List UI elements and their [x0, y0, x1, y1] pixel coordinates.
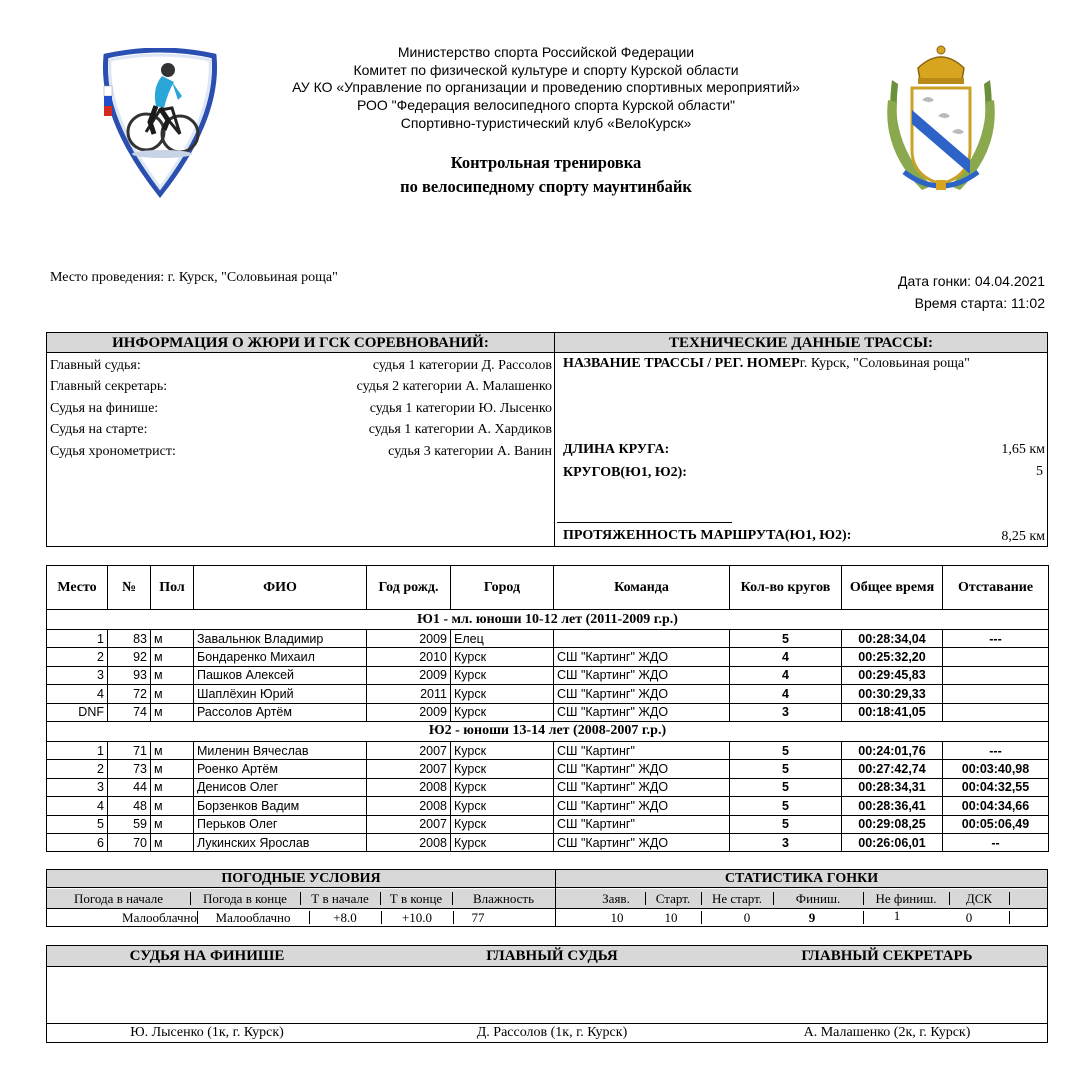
- table-row: [47, 703, 1049, 721]
- jury-value: судья 2 категории А. Малашенко: [356, 379, 552, 394]
- divider: [773, 892, 774, 905]
- bib-cell: 72: [108, 685, 151, 703]
- divider: [190, 892, 191, 905]
- jury-label: Судья на финише:: [50, 401, 159, 416]
- stats-col-header: Не старт.: [701, 889, 773, 908]
- stat-not-started: 0: [743, 910, 751, 925]
- org-line: Комитет по физической культуре и спорту Курской области: [353, 61, 739, 78]
- laps-cell: 5: [730, 797, 842, 815]
- jury-value: судья 1 категории Д. Рассолов: [372, 358, 552, 373]
- total-time-cell: 00:18:41,05: [842, 703, 943, 721]
- jury-value: судья 1 категории Ю. Лысенко: [369, 401, 552, 416]
- cyclist-emblem-icon: [98, 48, 222, 198]
- name-cell: Рассолов Артём: [194, 703, 367, 721]
- bib-cell: 48: [108, 797, 151, 815]
- birth-year-cell: 2007: [367, 760, 451, 778]
- city-cell: Курск: [451, 778, 554, 796]
- divider: [381, 911, 382, 924]
- city-cell: Курск: [451, 685, 554, 703]
- bib-cell: 93: [108, 666, 151, 684]
- laps-cell: 3: [730, 703, 842, 721]
- gender-cell: м: [151, 778, 194, 796]
- column-header: Команда: [554, 566, 730, 610]
- gender-cell: м: [151, 685, 194, 703]
- gender-cell: м: [151, 703, 194, 721]
- name-cell: Пашков Алексей: [194, 666, 367, 684]
- jury-row: [50, 376, 552, 397]
- track-name-row: [563, 356, 970, 372]
- jury-label: Судья на старте:: [50, 422, 148, 437]
- gender-cell: м: [151, 666, 194, 684]
- stat-started: 10: [664, 910, 678, 925]
- bib-cell: 92: [108, 648, 151, 666]
- team-cell: СШ "Картинг" ЖДО: [554, 648, 730, 666]
- document-title: [240, 151, 852, 199]
- table-row: [47, 741, 1049, 759]
- divider: [309, 911, 310, 924]
- jury-value: судья 1 категории А. Хардиков: [368, 422, 552, 437]
- chief-judge-title: ГЛАВНЫЙ СУДЬЯ: [486, 948, 618, 964]
- gap-cell: ---: [943, 630, 1049, 648]
- column-header: Город: [451, 566, 554, 610]
- divider: [380, 892, 381, 905]
- jury-header: ИНФОРМАЦИЯ О ЖЮРИ И ГСК СОРЕВНОВАНИЙ:: [47, 333, 554, 353]
- humidity: 77: [471, 910, 485, 925]
- total-time-cell: 00:24:01,76: [842, 741, 943, 759]
- gender-cell: м: [151, 833, 194, 851]
- title-line-2: по велосипедному спорту маунтинбайк: [400, 177, 692, 196]
- divider: [197, 911, 198, 924]
- jury-row: [50, 398, 552, 419]
- team-cell: СШ "Картинг" ЖДО: [554, 833, 730, 851]
- stat-dsq: 0: [965, 910, 973, 925]
- chief-secretary-name: А. Малашенко (2к, г. Курск): [803, 1025, 971, 1040]
- stats-col-header: Заяв.: [587, 889, 645, 908]
- divider: [1009, 892, 1010, 905]
- laps-cell: 5: [730, 630, 842, 648]
- laps-cell: 5: [730, 741, 842, 759]
- team-cell: СШ "Картинг" ЖДО: [554, 685, 730, 703]
- birth-year-cell: 2008: [367, 797, 451, 815]
- race-date-block: [898, 270, 1045, 314]
- team-cell: СШ "Картинг": [554, 741, 730, 759]
- bib-cell: 59: [108, 815, 151, 833]
- column-header: Кол-во кругов: [730, 566, 842, 610]
- team-cell: СШ "Картинг": [554, 815, 730, 833]
- birth-year-cell: 2007: [367, 741, 451, 759]
- org-line: АУ КО «Управление по организации и проведению спортивных мероприятий»: [292, 79, 800, 96]
- bib-cell: 70: [108, 833, 151, 851]
- divider: [453, 911, 454, 924]
- gender-cell: м: [151, 815, 194, 833]
- kursk-coat-of-arms-icon: [882, 40, 1000, 202]
- divider: [645, 892, 646, 905]
- gender-cell: м: [151, 741, 194, 759]
- track-name-label: НАЗВАНИЕ ТРАССЫ / РЕГ. НОМЕР: [563, 356, 800, 371]
- divider: [863, 911, 864, 924]
- column-header: Отставание: [943, 566, 1049, 610]
- group-row: [47, 721, 1049, 741]
- team-cell: [554, 630, 730, 648]
- name-cell: Борзенков Вадим: [194, 797, 367, 815]
- chief-secretary-title: ГЛАВНЫЙ СЕКРЕТАРЬ: [801, 948, 973, 964]
- place-cell: 1: [47, 630, 108, 648]
- weather-col-header: Погода в начале: [47, 889, 190, 908]
- gender-cell: м: [151, 630, 194, 648]
- team-cell: СШ "Картинг" ЖДО: [554, 703, 730, 721]
- birth-year-cell: 2007: [367, 815, 451, 833]
- birth-year-cell: 2008: [367, 778, 451, 796]
- bib-cell: 83: [108, 630, 151, 648]
- stats-col-header: Не финиш.: [863, 889, 949, 908]
- laps-cell: 5: [730, 760, 842, 778]
- city-cell: Курск: [451, 666, 554, 684]
- birth-year-cell: 2008: [367, 833, 451, 851]
- weather-header: ПОГОДНЫЕ УСЛОВИЯ: [47, 870, 555, 888]
- weather-col-header: Т в конце: [380, 889, 452, 908]
- city-cell: Курск: [451, 760, 554, 778]
- track-name-value: г. Курск, "Соловьиная роща": [799, 356, 970, 371]
- temp-end: +10.0: [401, 910, 433, 925]
- divider: [557, 522, 732, 523]
- jury-row: [50, 419, 552, 440]
- birth-year-cell: 2009: [367, 666, 451, 684]
- total-time-cell: 00:28:34,31: [842, 778, 943, 796]
- table-row: [47, 666, 1049, 684]
- bib-cell: 73: [108, 760, 151, 778]
- city-cell: Курск: [451, 833, 554, 851]
- stats-header: СТАТИСТИКА ГОНКИ: [555, 870, 1047, 888]
- stats-col-header: ДСК: [949, 889, 1009, 908]
- table-row: [47, 778, 1049, 796]
- column-header: Общее время: [842, 566, 943, 610]
- place-cell: 4: [47, 685, 108, 703]
- org-line: РОО "Федерация велосипедного спорта Курской области": [356, 97, 736, 114]
- signatures-panel: [46, 945, 1048, 1043]
- name-cell: Миленин Вячеслав: [194, 741, 367, 759]
- column-header: Пол: [151, 566, 194, 610]
- city-cell: Курск: [451, 741, 554, 759]
- table-row: [47, 797, 1049, 815]
- route-length-value: 8,25 км: [1001, 529, 1045, 544]
- divider: [701, 911, 702, 924]
- bib-cell: 44: [108, 778, 151, 796]
- team-cell: СШ "Картинг" ЖДО: [554, 778, 730, 796]
- laps-cell: 5: [730, 778, 842, 796]
- total-time-cell: 00:25:32,20: [842, 648, 943, 666]
- group-title: Ю2 - юноши 13-14 лет (2008-2007 г.р.): [47, 721, 1049, 741]
- total-time-cell: 00:26:06,01: [842, 833, 943, 851]
- bib-cell: 71: [108, 741, 151, 759]
- gap-cell: [943, 666, 1049, 684]
- name-cell: Завальнюк Владимир: [194, 630, 367, 648]
- divider: [300, 892, 301, 905]
- table-row: [47, 685, 1049, 703]
- column-header: Место: [47, 566, 108, 610]
- weather-start: Малооблачно: [122, 910, 197, 925]
- team-cell: СШ "Картинг" ЖДО: [554, 797, 730, 815]
- lap-length-label: ДЛИНА КРУГА:: [563, 442, 670, 457]
- total-time-cell: 00:29:08,25: [842, 815, 943, 833]
- finish-judge-name: Ю. Лысенко (1к, г. Курск): [130, 1025, 284, 1040]
- total-time-cell: 00:28:34,04: [842, 630, 943, 648]
- place-cell: 6: [47, 833, 108, 851]
- start-time: Время старта: 11:02: [914, 295, 1045, 311]
- divider: [863, 892, 864, 905]
- city-cell: Курск: [451, 815, 554, 833]
- team-cell: СШ "Картинг" ЖДО: [554, 760, 730, 778]
- name-cell: Денисов Олег: [194, 778, 367, 796]
- gap-cell: ---: [943, 741, 1049, 759]
- column-header: ФИО: [194, 566, 367, 610]
- stat-registered: 10: [610, 910, 624, 925]
- chief-judge-name: Д. Рассолов (1к, г. Курск): [476, 1025, 628, 1040]
- title-line-1: Контрольная тренировка: [450, 153, 642, 172]
- gap-cell: 00:04:32,55: [943, 778, 1049, 796]
- table-row: [47, 630, 1049, 648]
- table-row: [47, 648, 1049, 666]
- laps-label: КРУГОВ(Ю1, Ю2):: [563, 465, 687, 480]
- temp-start: +8.0: [333, 910, 357, 925]
- venue: Место проведения: г. Курск, "Соловьиная роща": [50, 270, 338, 285]
- bib-cell: 74: [108, 703, 151, 721]
- city-cell: Курск: [451, 703, 554, 721]
- column-header: №: [108, 566, 151, 610]
- gap-cell: 00:04:34,66: [943, 797, 1049, 815]
- stats-col-header: Старт.: [645, 889, 701, 908]
- laps-cell: 4: [730, 666, 842, 684]
- city-cell: Курск: [451, 797, 554, 815]
- weather-col-header: Т в начале: [300, 889, 380, 908]
- name-cell: Лукинских Ярослав: [194, 833, 367, 851]
- total-time-cell: 00:27:42,74: [842, 760, 943, 778]
- laps-cell: 4: [730, 685, 842, 703]
- jury-label: Главный секретарь:: [50, 379, 168, 394]
- gender-cell: м: [151, 648, 194, 666]
- laps-cell: 3: [730, 833, 842, 851]
- track-header: ТЕХНИЧЕСКИЕ ДАННЫЕ ТРАССЫ:: [555, 333, 1047, 353]
- gap-cell: 00:03:40,98: [943, 760, 1049, 778]
- place-cell: 5: [47, 815, 108, 833]
- stat-finished: 9: [808, 910, 816, 925]
- gender-cell: м: [151, 797, 194, 815]
- stat-not-finished: 1: [893, 908, 901, 923]
- divider: [452, 892, 453, 905]
- weather-col-header: Влажность: [452, 889, 555, 908]
- name-cell: Роенко Артём: [194, 760, 367, 778]
- birth-year-cell: 2010: [367, 648, 451, 666]
- laps-cell: 5: [730, 815, 842, 833]
- jury-row: [50, 355, 552, 376]
- weather-col-header: Погода в конце: [190, 889, 300, 908]
- table-row: [47, 833, 1049, 851]
- birth-year-cell: 2009: [367, 703, 451, 721]
- total-time-cell: 00:28:36,41: [842, 797, 943, 815]
- lap-length-value: 1,65 км: [1001, 442, 1045, 457]
- birth-year-cell: 2009: [367, 630, 451, 648]
- table-row: [47, 760, 1049, 778]
- column-header: Год рожд.: [367, 566, 451, 610]
- place-cell: 2: [47, 648, 108, 666]
- jury-value: судья 3 категории А. Ванин: [388, 444, 552, 459]
- gender-cell: м: [151, 760, 194, 778]
- divider: [1009, 911, 1010, 924]
- group-row: [47, 610, 1049, 630]
- place-cell: 3: [47, 778, 108, 796]
- place-cell: DNF: [47, 703, 108, 721]
- org-line: Спортивно-туристический клуб «ВелоКурск»: [400, 114, 692, 131]
- jury-label: Судья хронометрист:: [50, 444, 176, 459]
- route-length-label: ПРОТЯЖЕННОСТЬ МАРШРУТА(Ю1, Ю2):: [563, 528, 852, 543]
- name-cell: Шаплёхин Юрий: [194, 685, 367, 703]
- place-cell: 4: [47, 797, 108, 815]
- place-cell: 1: [47, 741, 108, 759]
- name-cell: Бондаренко Михаил: [194, 648, 367, 666]
- gap-cell: [943, 703, 1049, 721]
- city-cell: Курск: [451, 648, 554, 666]
- jury-and-track-panel: [46, 332, 1048, 547]
- place-cell: 3: [47, 666, 108, 684]
- total-time-cell: 00:29:45,83: [842, 666, 943, 684]
- laps-value: 5: [1036, 464, 1043, 479]
- table-row: [47, 815, 1049, 833]
- jury-row: [50, 441, 552, 462]
- weather-and-stats-panel: [46, 869, 1048, 927]
- name-cell: Перьков Олег: [194, 815, 367, 833]
- race-date: Дата гонки: 04.04.2021: [898, 273, 1045, 289]
- organizers-block: [240, 44, 852, 133]
- birth-year-cell: 2011: [367, 685, 451, 703]
- gap-cell: --: [943, 833, 1049, 851]
- weather-end: Малооблачно: [215, 910, 291, 925]
- gap-cell: 00:05:06,49: [943, 815, 1049, 833]
- gap-cell: [943, 648, 1049, 666]
- finish-judge-title: СУДЬЯ НА ФИНИШЕ: [129, 948, 285, 964]
- divider: [701, 892, 702, 905]
- stats-col-header: Финиш.: [773, 889, 863, 908]
- place-cell: 2: [47, 760, 108, 778]
- city-cell: Елец: [451, 630, 554, 648]
- group-title: Ю1 - мл. юноши 10-12 лет (2011-2009 г.р.): [47, 610, 1049, 630]
- total-time-cell: 00:30:29,33: [842, 685, 943, 703]
- jury-label: Главный судья:: [50, 358, 141, 373]
- results-table: [46, 565, 1049, 852]
- team-cell: СШ "Картинг" ЖДО: [554, 666, 730, 684]
- results-header-row: [47, 566, 1049, 610]
- divider: [949, 892, 950, 905]
- laps-cell: 4: [730, 648, 842, 666]
- divider: [554, 333, 555, 546]
- gap-cell: [943, 685, 1049, 703]
- org-line: Министерство спорта Российской Федерации: [397, 44, 695, 60]
